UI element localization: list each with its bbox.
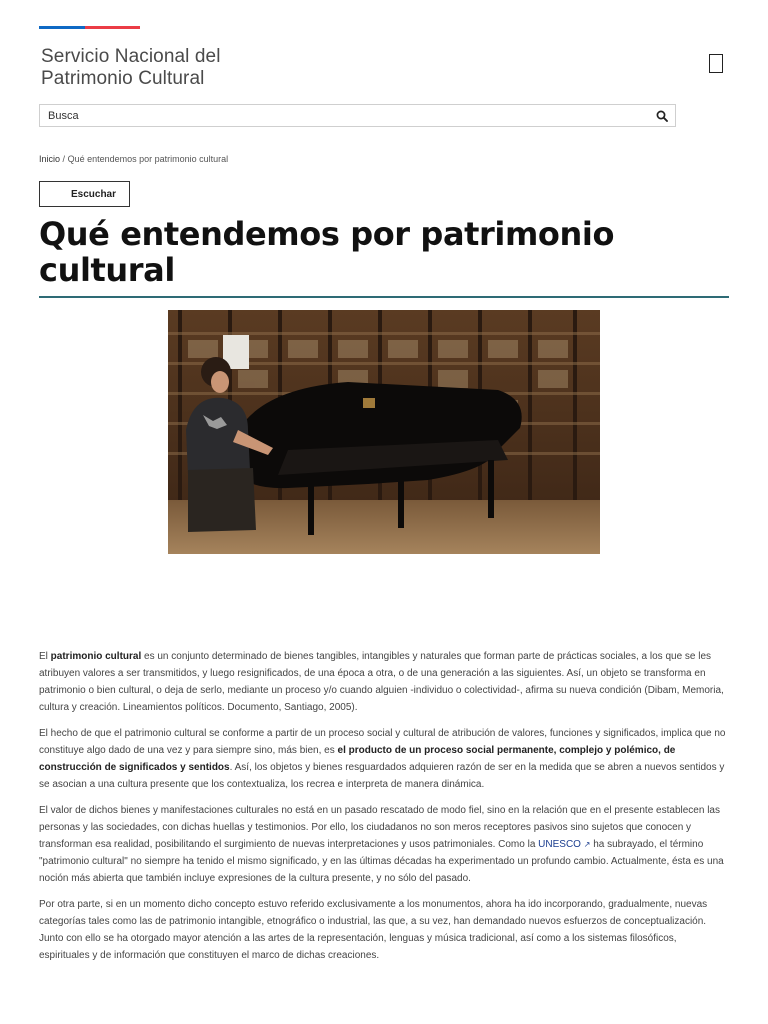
breadcrumb-separator: /: [62, 154, 66, 164]
paragraph-3: [39, 802, 729, 887]
menu-icon[interactable]: [709, 54, 723, 73]
page-title: Qué entendemos por patrimonio cultural: [39, 215, 615, 289]
search-button[interactable]: [649, 105, 675, 126]
listen-button-label: Escuchar: [70, 188, 117, 200]
external-link-icon: ↗: [583, 840, 591, 849]
gov-bar-blue: [39, 26, 85, 29]
gov-color-bar: [39, 26, 140, 29]
hero-photo-svg: [168, 310, 600, 554]
unesco-link-label: UNESCO: [538, 839, 581, 850]
listen-button[interactable]: [39, 181, 130, 207]
breadcrumb-home[interactable]: Inicio: [39, 154, 61, 164]
logo-line-1: Servicio Nacional del: [41, 46, 221, 67]
p1-text-c: es un conjunto determinado de bienes tangibles, intangibles y naturales que forman parte de prácticas sociales, a los que se les atribuyen valores a ser transmitidos, y luego resignificados, de una época a otra, o de una generación a las siguientes. Así, un objeto se transforma en patrimonio o bien cultural, o deja de serlo, mediante un proceso y/o cuando alguien -individuo o colectividad-, afirma su nueva condición (Dibam, Memoria, cultura y creación. Lineamientos políticos. Documento, Santiago, 2005).: [39, 651, 724, 713]
p1-bold: patrimonio cultural: [50, 651, 142, 662]
p1-text-a: El: [39, 651, 51, 662]
breadcrumb-current: Qué entendemos por patrimonio cultural: [67, 154, 229, 164]
p2-bold: el producto de un proceso social permanente, complejo y polémico, de construcción de significados y sentidos: [39, 745, 676, 773]
p3-text-a: El valor de dichos bienes y manifestaciones culturales no está en un pasado rescatado de modo fiel, sino en la relación que en el presente establecen las personas y las sociedades, con dichas huellas y testimonios. Por ello, los ciudadanos no son meros receptores pasivos sino sujetos que conocen y transforman esa realidad, posibilitando el surgimiento de nuevas interpretaciones y usos patrimoniales. Como la: [39, 805, 720, 850]
title-divider: [39, 296, 729, 298]
search-input[interactable]: [40, 105, 649, 126]
p2-text-a: El hecho de que el patrimonio cultural se conforme a partir de un proceso social y cultural de atribución de valores, funciones y significados, implica que no constituye algo dado de una vez y para siempre sino, más bien, es: [39, 728, 726, 756]
unesco-link[interactable]: [538, 839, 590, 850]
search-icon: [656, 110, 668, 122]
logo-line-2: Patrimonio Cultural: [41, 68, 205, 89]
paragraph-4: Por otra parte, si en un momento dicho concepto estuvo referido exclusivamente a los monumentos, ahora ha ido incorporando, gradualmente, nuevas categorías tales como las de patrimonio intangible, etnográfico o industrial, las que, a su vez, han demandado nuevos esfuerzos de conceptualización. Junto con ello se ha otorgado mayor atención a las artes de la representación, lenguas y música tradicional, así como a los sistemas filosóficos, espirituales y de información que constituyen el marco de dichas creaciones.: [39, 899, 708, 961]
paragraph-1: [39, 648, 729, 716]
gov-bar-red: [85, 26, 140, 29]
p3-text-b: ha subrayado, el término "patrimonio cultural" no siempre ha tenido el mismo significado, y en las últimas décadas ha experimentado un profundo cambio. Actualmente, ésta es una noción más abierta que también incluye expresiones de la cultura presente, y no sólo del pasado.: [39, 839, 724, 884]
paragraph-2: [39, 725, 729, 793]
breadcrumb: [39, 154, 228, 164]
article-body: [39, 648, 729, 973]
hero-image-piano-library: [168, 310, 600, 554]
site-logo[interactable]: [41, 46, 221, 90]
search-bar: [39, 104, 676, 127]
p2-text-c: . Así, los objetos y bienes resguardados adquieren razón de ser en la medida que se abren a nuevos sentidos y se asocian a una cultura presente que los contextualiza, los recrea e interpreta de manera dinámica.: [39, 762, 725, 790]
